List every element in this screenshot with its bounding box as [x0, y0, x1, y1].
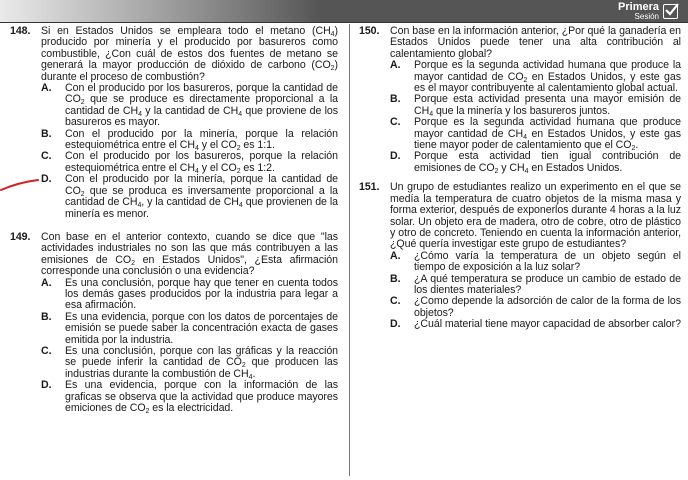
- option-letter: C.: [390, 295, 401, 308]
- question-number: 148.: [10, 25, 31, 37]
- option-151-d[interactable]: [390, 319, 681, 330]
- session-badge: [618, 2, 678, 20]
- option-text: Con el producido por los basureros, porque la cantidad de $CO_2$ que se produce es directamente proporcional a la cantidad de $CH_4$ y la cantidad de $CH_4$ que proviene de los basureros es mayor.: [65, 82, 339, 129]
- question-number: 151.: [359, 181, 380, 194]
- question-148: [10, 26, 338, 83]
- option-text: Es una conclusión, porque hay que tener en cuenta todos los demás gases producidos por la industria para legar a esa afirmación.: [65, 276, 338, 312]
- option-letter: A.: [41, 276, 52, 289]
- option-letter: D.: [41, 173, 52, 186]
- option-149-b[interactable]: [41, 312, 338, 346]
- option-letter: B.: [41, 310, 52, 323]
- question-number: 150.: [359, 25, 380, 37]
- option-150-c[interactable]: [390, 117, 681, 151]
- option-148-a[interactable]: [41, 83, 338, 129]
- option-letter: C.: [41, 344, 52, 357]
- option-text: ¿Como depende la adsorción de calor de la forma de los objetos?: [414, 295, 681, 319]
- option-text: ¿Cómo varía la temperatura de un objeto según el tiempo de exposición a la luz solar?: [414, 249, 681, 274]
- question-151: [359, 182, 681, 250]
- option-text: Es una evidencia, porque con la información de las graficas se observa que la actividad que produce mayores emiciones de $CO_2$ es la electricidad.: [65, 379, 338, 415]
- option-148-d[interactable]: [41, 174, 338, 220]
- option-text: Con el producido por la minería, porque la cantidad de $CO_2$ que se produca es inversamente proporcional a la cantidad de $CH_4$, y la cantidad de $CH_4$ que provienen de la minería es menor.: [65, 173, 339, 220]
- option-text: ¿A qué temperatura se produce un cambio de estado de los dientes materiales?: [414, 272, 681, 296]
- option-letter: B.: [390, 272, 401, 285]
- left-column: [10, 26, 338, 414]
- question-stem: Con base en la información anterior, ¿Por qué la ganadería en Estados Unidos puede tener una alta contribución al calentamiento global?: [390, 25, 681, 60]
- option-letter: B.: [390, 93, 401, 106]
- option-151-c[interactable]: [390, 296, 681, 319]
- option-text: Porque es la segunda actividad humana que produce mayor cantidad de $CH_4$ en Estados Unidos, y este gas tiene mayor poder de calentamiento que el $CO_2$.: [414, 116, 681, 153]
- option-letter: C.: [41, 150, 52, 163]
- option-151-a[interactable]: [390, 251, 681, 274]
- option-letter: B.: [41, 127, 52, 140]
- option-letter: A.: [390, 249, 401, 262]
- option-text: Es una evidencia, porque con los datos de porcentajes de emisión se puede saber la concentración exacta de gases emitida por la industria.: [65, 310, 338, 346]
- checkbox-icon: [663, 4, 678, 19]
- option-text: Es una conclusión, porque con las gráficas y la reacción se puede inferir la cantidad de $CO_2$ que producen las industrias durante la combustión de $CH_4$.: [65, 344, 338, 381]
- question-stem: Con base en el anterior contexto, cuando se dice que "las actividades industriales no son las que más contribuyen a las emisiones de $CO_2$ en Estados Unidos", ¿Esta afirmación corresponde una conclusión o una evidencia?: [41, 230, 338, 278]
- question-number: 149.: [10, 230, 31, 243]
- option-text: Porque esta actividad tien igual contribución de emisiones de $CO_2$ y $CH_4$ en Estados Unidos.: [414, 150, 681, 175]
- option-text: ¿Cuál material tiene mayor capacidad de absorber calor?: [414, 318, 681, 331]
- option-letter: A.: [41, 82, 52, 95]
- option-150-b[interactable]: [390, 94, 681, 117]
- option-150-d[interactable]: [390, 151, 681, 174]
- option-letter: D.: [390, 318, 401, 331]
- option-text: Porque es la segunda actividad humana que produce la mayor cantidad de $CO_2$ en Estados Unidos, y este gas es el mayor contribuyente al calentamiento global actual.: [414, 59, 681, 95]
- header-bar: [0, 0, 688, 23]
- option-letter: A.: [390, 59, 401, 72]
- option-148-c[interactable]: [41, 151, 338, 174]
- option-text: Con el producido por la minería, porque la relación estequiométrica entre el $CH_4$ y el $CO_2$ es 1:1.: [65, 127, 338, 153]
- option-text: Porque esta actividad presenta una mayor emisión de $CH_4$ que la minería y los basureros juntos.: [414, 93, 681, 118]
- option-letter: C.: [390, 116, 401, 129]
- column-divider: [349, 24, 350, 476]
- session-title: Primera: [618, 0, 659, 13]
- option-150-a[interactable]: [390, 60, 681, 94]
- header-gradient: [0, 0, 320, 22]
- option-148-b[interactable]: [41, 129, 338, 152]
- question-150: [359, 26, 681, 60]
- option-151-b[interactable]: [390, 274, 681, 297]
- question-stem: Si en Estados Unidos se empleara todo el metano $(CH_4)$ producido por minería y el producido por basureros como combustible, ¿Con cuál de estos dos fuentes de metano se generará la mayor producción de dióxido de carbono $(CO_2)$ durante el proceso de combustión?: [41, 25, 338, 83]
- option-text: Con el producido por los basureros, porque la relación estequiométrica entre el $CH_4$ y el $CO_2$ es 1:2.: [65, 150, 338, 175]
- right-column: [359, 26, 681, 331]
- option-149-a[interactable]: [41, 278, 338, 312]
- option-149-c[interactable]: [41, 346, 338, 380]
- session-subtitle: Sesión: [634, 11, 659, 21]
- question-stem: Un grupo de estudiantes realizo un experimento en el que se medía la temperatura de cuatro objetos de la misma masa y forma exterior, después de exponerlos durante 4 horas a la luz solar. Un objeto era de madera, otro de cobre, otro de plástico y otro de concreto. Teniendo en cuenta la información anterior, ¿Qué quería investigar este grupo de estudiantes?: [390, 181, 681, 251]
- option-149-d[interactable]: [41, 380, 338, 414]
- option-letter: D.: [390, 150, 401, 163]
- question-149: [10, 232, 338, 278]
- option-letter: D.: [41, 379, 52, 392]
